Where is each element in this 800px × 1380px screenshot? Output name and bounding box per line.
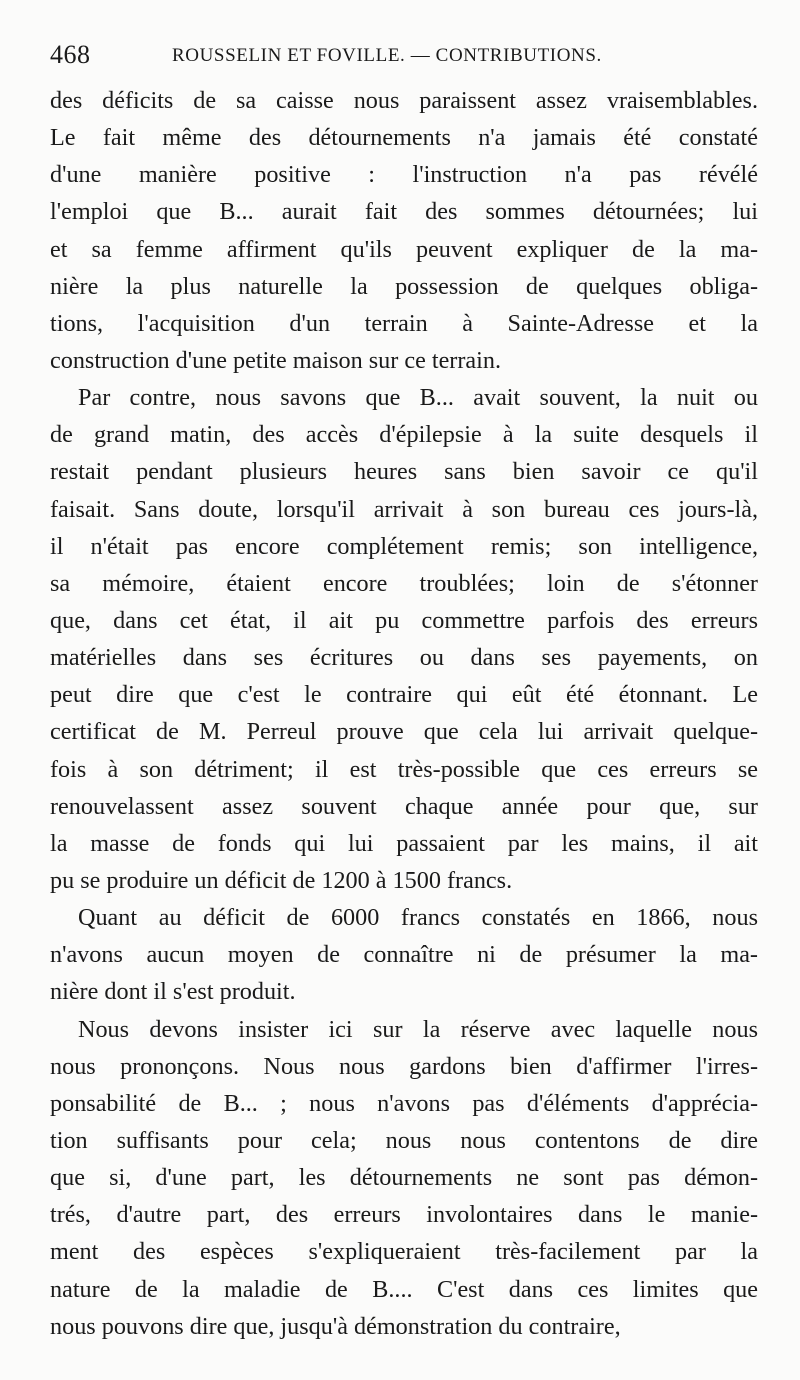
page-header	[50, 40, 760, 74]
text-line: il n'était pas encore complétement remis; son intelligence,	[50, 532, 758, 560]
text-line: et sa femme affirment qu'ils peuvent expliquer de la ma-	[50, 235, 758, 263]
text-line: fois à son détriment; il est très-possible que ces erreurs se	[50, 755, 758, 783]
page-number: 468	[50, 40, 91, 69]
text-line: construction d'une petite maison sur ce terrain.	[50, 346, 502, 374]
text-line: de grand matin, des accès d'épilepsie à la suite desquels il	[50, 421, 758, 449]
text-line: nière la plus naturelle la possession de quelques obliga-	[50, 272, 758, 300]
text-line: Par contre, nous savons que B... avait souvent, la nuit ou	[78, 384, 758, 412]
body-text	[50, 82, 758, 1345]
paragraph	[50, 379, 758, 899]
text-line: sa mémoire, étaient encore troublées; loin de s'étonner	[50, 569, 758, 597]
text-line: trés, d'autre part, des erreurs involontaires dans le manie-	[50, 1201, 758, 1229]
text-line: nous pouvons dire que, jusqu'à démonstration du contraire,	[50, 1312, 621, 1340]
text-line: ponsabilité de B... ; nous n'avons pas d'éléments d'apprécia-	[50, 1089, 758, 1117]
text-line: ment des espèces s'expliqueraient très-facilement par la	[50, 1238, 758, 1266]
text-line: d'une manière positive : l'instruction n'a pas révélé	[50, 161, 758, 189]
text-line: peut dire que c'est le contraire qui eût été étonnant. Le	[50, 681, 758, 709]
paragraph	[50, 82, 758, 379]
text-line: tion suffisants pour cela; nous nous contentons de dire	[50, 1126, 758, 1154]
text-line: la masse de fonds qui lui passaient par les mains, il ait	[50, 829, 758, 857]
text-line: n'avons aucun moyen de connaître ni de présumer la ma-	[50, 941, 758, 969]
text-line: des déficits de sa caisse nous paraissent assez vraisemblables.	[50, 87, 758, 114]
text-line: tions, l'acquisition d'un terrain à Sainte-Adresse et la	[50, 309, 758, 337]
text-line: nière dont il s'est produit.	[50, 978, 296, 1006]
text-line: matérielles dans ses écritures ou dans ses payements, on	[50, 644, 758, 672]
text-line: que, dans cet état, il ait pu commettre parfois des erreurs	[50, 606, 758, 634]
text-line: nous prononçons. Nous nous gardons bien d'affirmer l'irres-	[50, 1052, 758, 1080]
text-line: l'emploi que B... aurait fait des sommes détournées; lui	[50, 198, 758, 226]
text-line: Quant au déficit de 6000 francs constatés en 1866, nous	[78, 904, 758, 932]
text-line: renouvelassent assez souvent chaque année pour que, sur	[50, 792, 758, 820]
text-line: certificat de M. Perreul prouve que cela lui arrivait quelque-	[50, 718, 758, 746]
text-line: restait pendant plusieurs heures sans bien savoir ce qu'il	[50, 458, 758, 486]
text-line: Nous devons insister ici sur la réserve avec laquelle nous	[78, 1015, 758, 1043]
text-line: Le fait même des détournements n'a jamais été constaté	[50, 124, 758, 152]
text-line: nature de la maladie de B.... C'est dans ces limites que	[50, 1275, 758, 1303]
text-line: que si, d'une part, les détournements ne sont pas démon-	[50, 1164, 758, 1192]
paragraph	[50, 1011, 758, 1345]
running-title: ROUSSELIN ET FOVILLE. — CONTRIBUTIONS.	[172, 45, 602, 66]
text-line: pu se produire un déficit de 1200 à 1500 francs.	[50, 866, 513, 894]
text-line: faisait. Sans doute, lorsqu'il arrivait à son bureau ces jours-là,	[50, 495, 758, 523]
paragraph	[50, 899, 758, 1010]
